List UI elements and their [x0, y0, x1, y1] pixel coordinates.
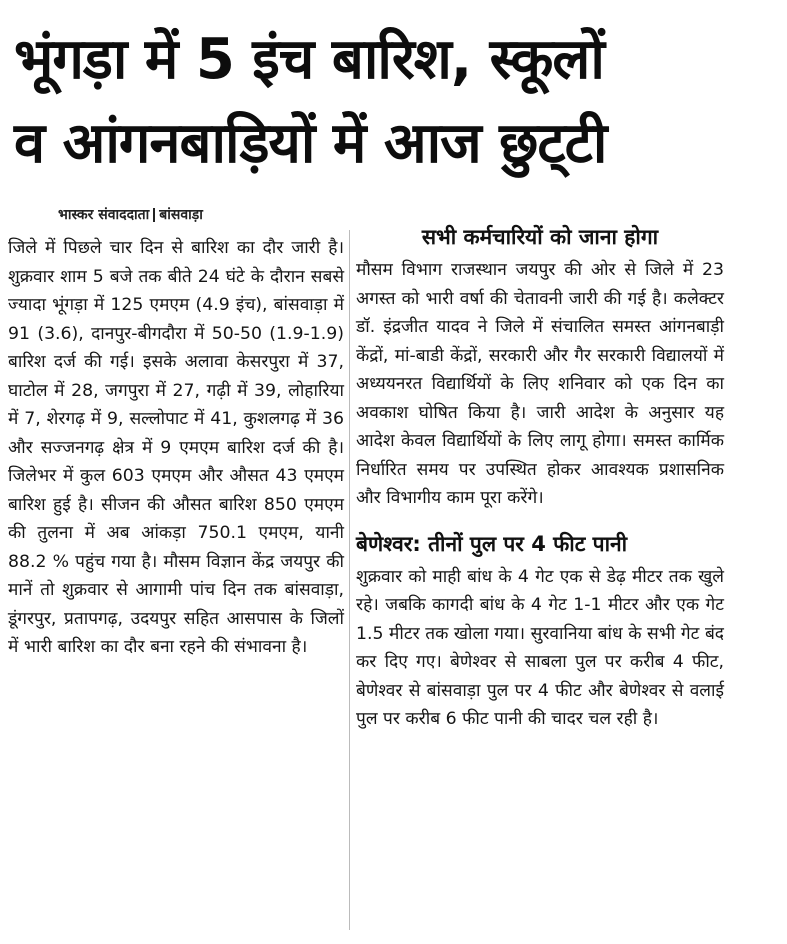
headline [14, 18, 774, 186]
subhead-employees: सभी कर्मचारियों को जाना होगा [421, 225, 659, 249]
headline-line-1: भूंगड़ा में 5 इंच बारिश, स्कूलों [14, 27, 604, 92]
headline-line-2: व आंगनबाड़ियों में आज छुट्‌टी [14, 111, 607, 176]
right-column-body-1: मौसम विभाग राजस्थान जयपुर की ओर से जिले में 23 अगस्त को भारी वर्षा की चेतावनी जारी की गई है। कलेक्टर डॉ. इंद्रजीत यादव ने जिले में संचालित समस्त आंगनबाड़ी केंद्रों, मां-बाडी केंद्रों, सरकारी और गैर सरकारी विद्यालयों में अध्ययनरत विद्यार्थियों के लिए शनिवार को एक दिन का अवकाश घोषित किया है। जारी आदेश के अनुसार यह आदेश केवल विद्यार्थियों के लिए लागू होगा। समस्त कार्मिक निर्धारित समय पर उपस्थित होकर आवश्यक प्रशासनिक और विभागीय काम पूरा करेंगे। [356, 260, 724, 508]
byline [58, 205, 203, 224]
left-column-body: जिले में पिछले चार दिन से बारिश का दौर जारी है। शुक्रवार शाम 5 बजे तक बीते 24 घंटे के दौरान सबसे ज्यादा भूंगड़ा में 125 एमएम (4.9 इंच), बांसवाड़ा में 91 (3.6), दानपुर-बीगदौरा में 50-50 (1.9-1.9) बारिश दर्ज की गई। इसके अलावा केसरपुरा में 37, घाटोल में 28, जगपुरा में 27, गढ़ी में 39, लोहारिया में 7, शेरगढ़ में 9, सल्लोपाट में 41, कुशलगढ़ में 36 और सज्जनगढ़ क्षेत्र में 9 एमएम बारिश दर्ज की है। जिलेभर में कुल 603 एमएम और औसत 43 एमएम बारिश हुई है। सीजन की औसत बारिश 850 एमएम की तुलना में अब आंकड़ा 750.1 एमएम, यानी 88.2 % पहुंच गया है। मौसम विज्ञान केंद्र जयपुर की मानें तो शुक्रवार से आगामी पांच दिन तक बांसवाड़ा, डूंगरपुर, प्रतापगढ़, उदयपुर सहित आसपास के जिलों में भारी बारिश का दौर बना रहने की संभावना है। [8, 238, 344, 657]
subhead-beneshwar: बेणेश्वर: तीनों पुल पर 4 फीट पानी [356, 531, 628, 556]
section-gap [356, 513, 724, 527]
right-column [356, 220, 724, 734]
byline-place: बांसवाड़ा [159, 207, 203, 223]
byline-separator [153, 208, 155, 222]
right-column-body-2: शुक्रवार को माही बांध के 4 गेट एक से डेढ़ मीटर तक खुले रहे। जबकि कागदी बांध के 4 गेट 1-1 मीटर और एक गेट 1.5 मीटर तक खोला गया। सुरवानिया बांध के सभी गेट बंद कर दिए गए। बेणेश्वर से साबला पुल पर करीब 4 फीट, बेणेश्वर से बांसवाड़ा पुल पर 4 फीट और बेणेश्वर से वलाई पुल पर करीब 6 फीट पानी की चादर चल रही है। [356, 566, 724, 729]
left-column [8, 228, 344, 662]
byline-source: भास्कर संवाददाता [58, 207, 150, 223]
column-divider [349, 230, 350, 930]
